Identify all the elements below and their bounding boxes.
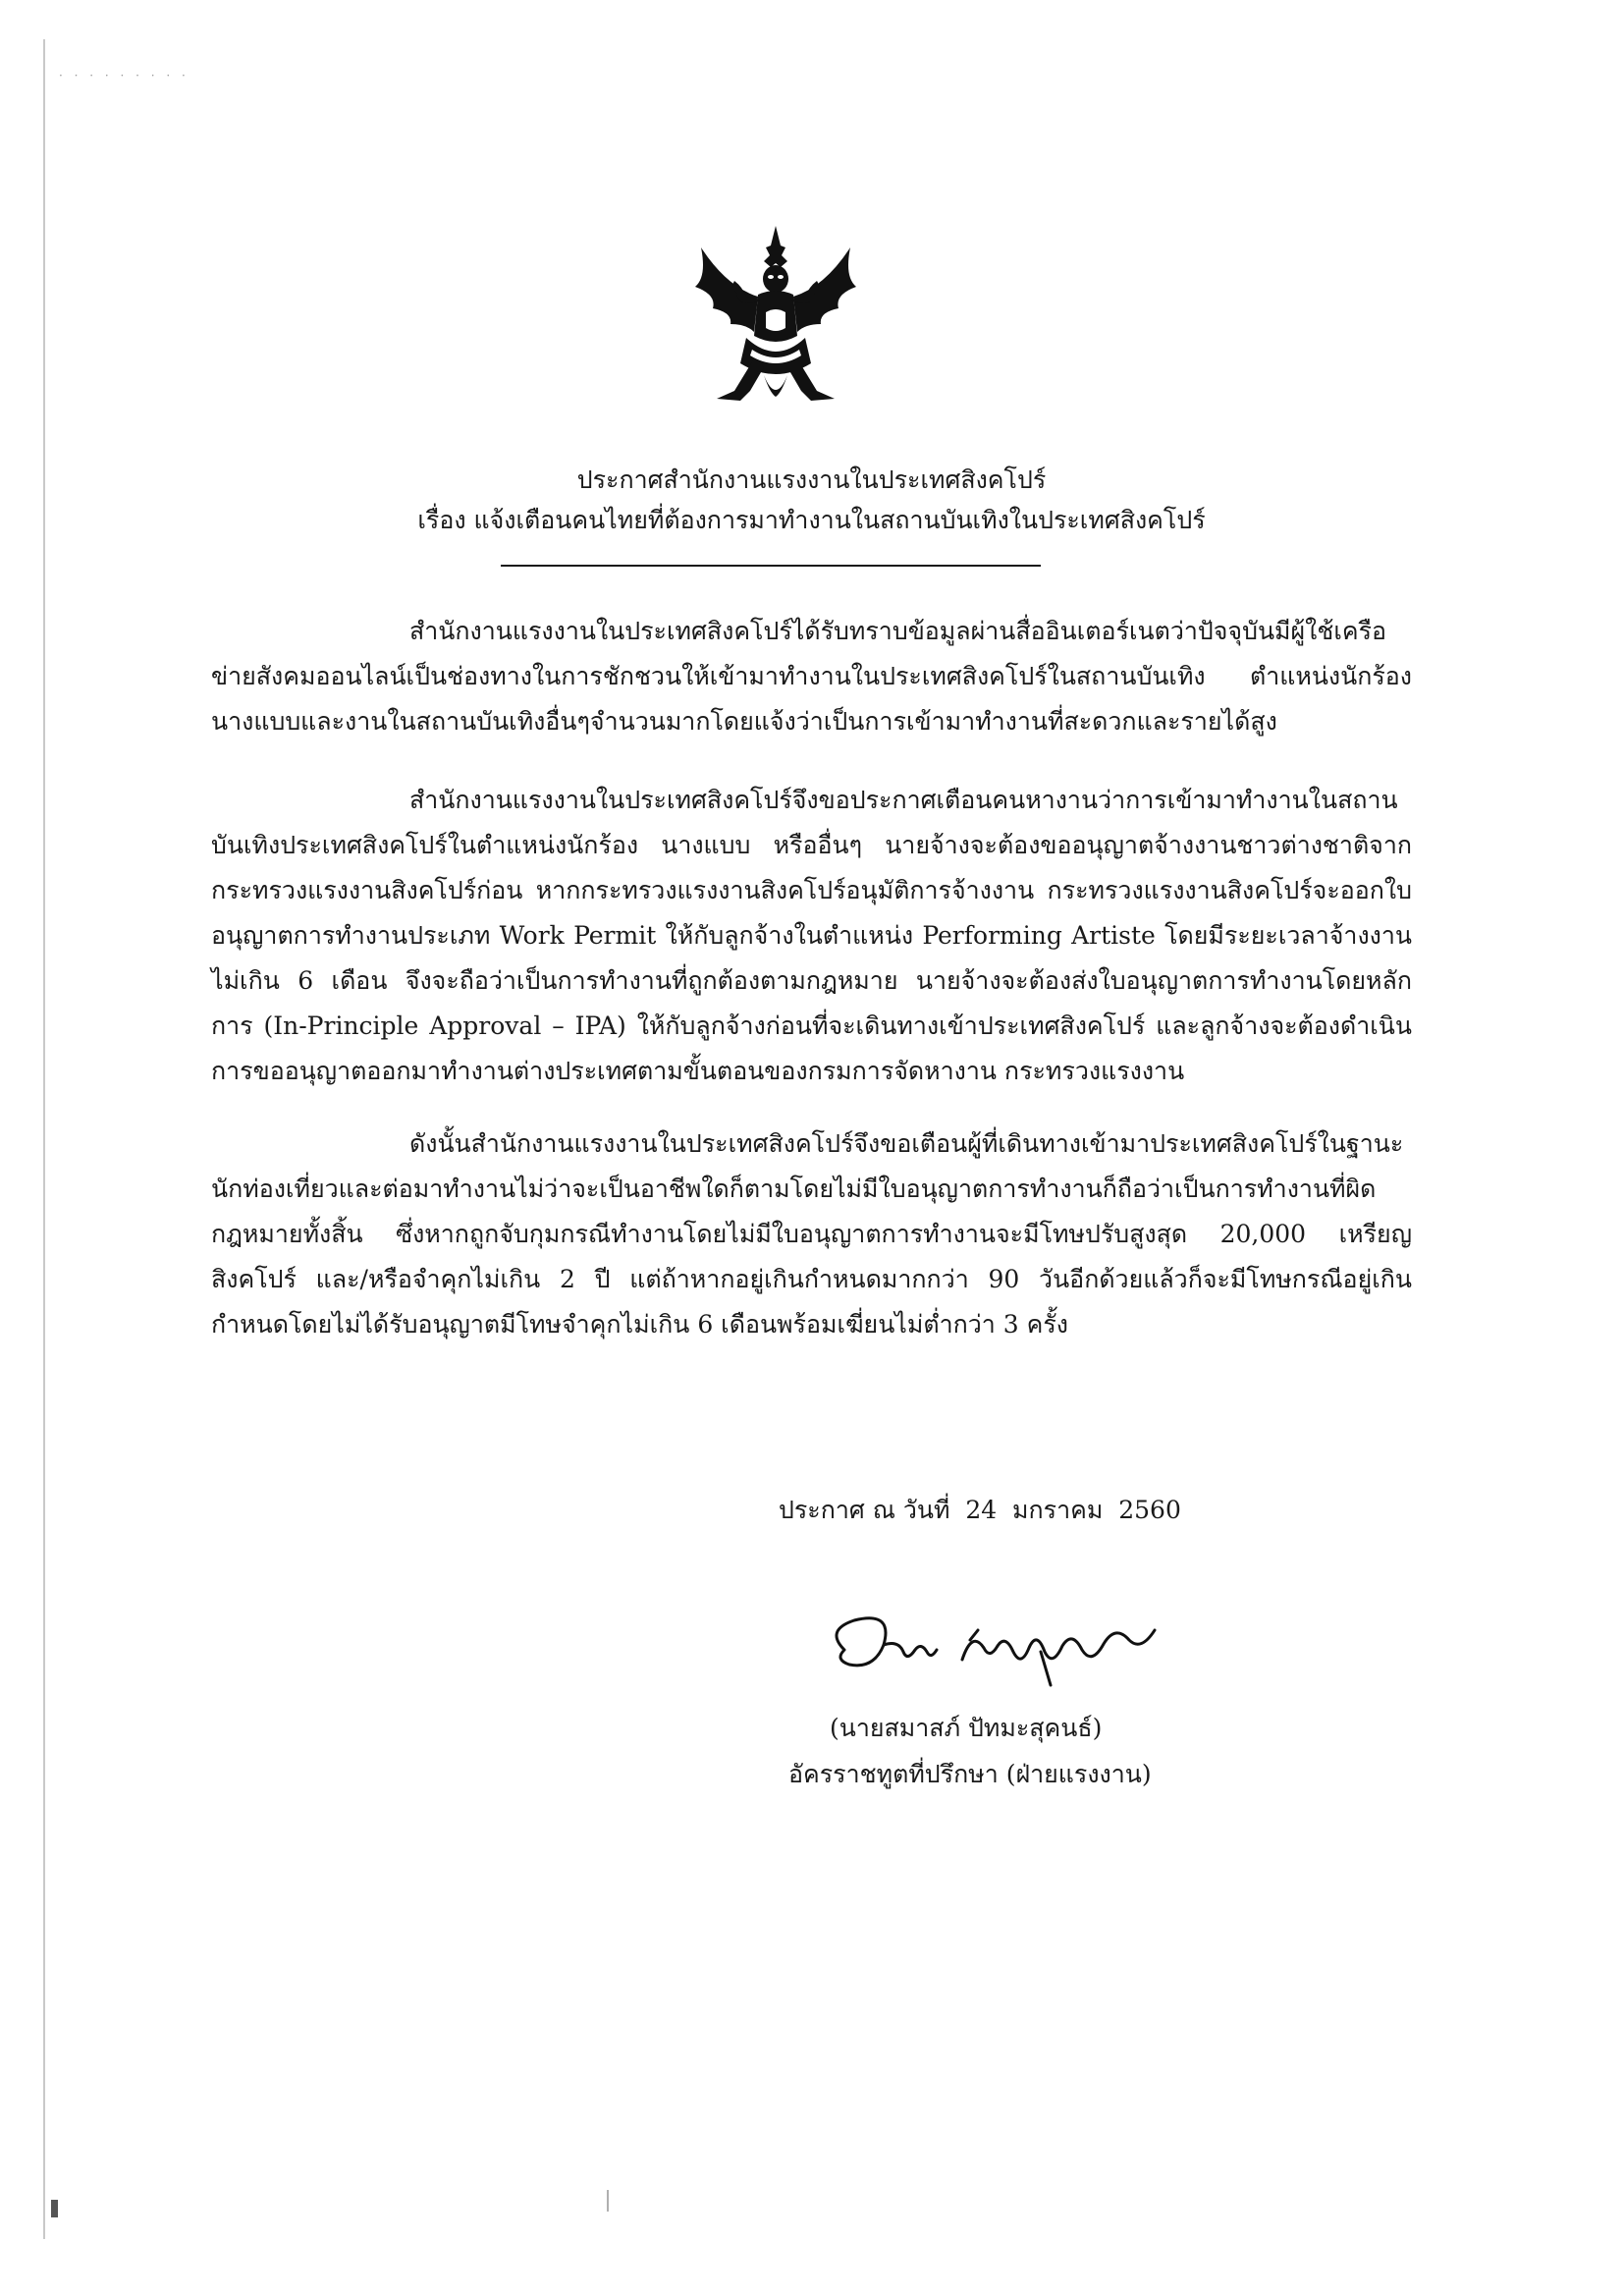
scan-edge-mark	[51, 2200, 58, 2217]
heading-underline	[501, 565, 1041, 567]
scan-specks: · · · · · · · · ·	[59, 69, 189, 82]
announcement-title: ประกาศสำนักงานแรงงานในประเทศสิงคโปร์	[576, 465, 1047, 494]
announcement-date: ประกาศ ณ วันที่ 24 มกราคม 2560	[779, 1496, 1181, 1524]
paragraph-3: ดังนั้นสำนักงานแรงงานในประเทศสิงคโปร์จึงขอเตือนผู้ที่เดินทางเข้ามาประเทศสิงคโปร์ในฐานะนักท่องเที่ยวและต่อมาทำงานไม่ว่าจะเป็นอาชีพใดก็ตามโดยไม่มีใบอนุญาตการทำงานก็ถือว่าเป็นการทำงานที่ผิดกฎหมายทั้งสิ้น ซึ่งหากถูกจับกุมกรณีทำงานโดยไม่มีใบอนุญาตการทำงานจะมีโทษปรับสูงสุด 20,000 เหรียญสิงคโปร์ และ/หรือจำคุกไม่เกิน 2 ปี แต่ถ้าหากอยู่เกินกำหนดมากกว่า 90 วันอีกด้วยแล้วก็จะมีโทษกรณีอยู่เกินกำหนดโดยไม่ได้รับอนุญาตมีโทษจำคุกไม่เกิน 6 เดือนพร้อมเฆี่ยนไม่ต่ำกว่า 3 ครั้ง	[211, 1129, 1412, 1339]
paragraph-1: สำนักงานแรงงานในประเทศสิงคโปร์ได้รับทราบข้อมูลผ่านสื่ออินเตอร์เนตว่าปัจจุบันมีผู้ใช้เครือข่ายสังคมออนไลน์เป็นช่องทางในการชักชวนให้เข้ามาทำงานในประเทศสิงคโปร์ในสถานบันเทิง ตำแหน่งนักร้อง นางแบบและงานในสถานบันเทิงอื่นๆจำนวนมากโดยแจ้งว่าเป็นการเข้ามาทำงานที่สะดวกและรายได้สูง	[211, 617, 1412, 736]
handwritten-signature	[805, 1591, 1178, 1699]
scan-page-edge	[43, 39, 45, 2239]
paragraph-2: สำนักงานแรงงานในประเทศสิงคโปร์จึงขอประกาศเตือนคนหางานว่าการเข้ามาทำงานในสถานบันเทิงประเทศสิงคโปร์ในตำแหน่งนักร้อง นางแบบ หรืออื่นๆ นายจ้างจะต้องขออนุญาตจ้างงานชาวต่างชาติจากกระทรวงแรงงานสิงคโปร์ก่อน หากกระทรวงแรงงานสิงคโปร์อนุมัติการจ้างงาน กระทรวงแรงงานสิงคโปร์จะออกใบอนุญาตการทำงานประเภท Work Permit ให้กับลูกจ้างในตำแหน่ง Performing Artiste โดยมีระยะเวลาจ้างงานไม่เกิน 6 เดือน จึงจะถือว่าเป็นการทำงานที่ถูกต้องตามกฎหมาย นายจ้างจะต้องส่งใบอนุญาตการทำงานโดยหลักการ (In-Principle Approval – IPA) ให้กับลูกจ้างก่อนที่จะเดินทางเข้าประเทศสิงคโปร์ และลูกจ้างจะต้องดำเนินการขออนุญาตออกมาทำงานต่างประเทศตามขั้นตอนของกรมการจัดหางาน กระทรวงแรงงาน	[211, 786, 1412, 1085]
signer-title: อัครราชทูตที่ปรึกษา (ฝ่ายแรงงาน)	[788, 1760, 1152, 1788]
scan-edge-mark	[607, 2190, 609, 2212]
announcement-subject: เรื่อง แจ้งเตือนคนไทยที่ต้องการมาทำงานในสถานบันเทิงในประเทศสิงคโปร์	[417, 506, 1206, 534]
garuda-emblem-icon	[687, 218, 864, 414]
signer-name: (นายสมาสภ์ ปัทมะสุคนธ์)	[830, 1714, 1103, 1742]
